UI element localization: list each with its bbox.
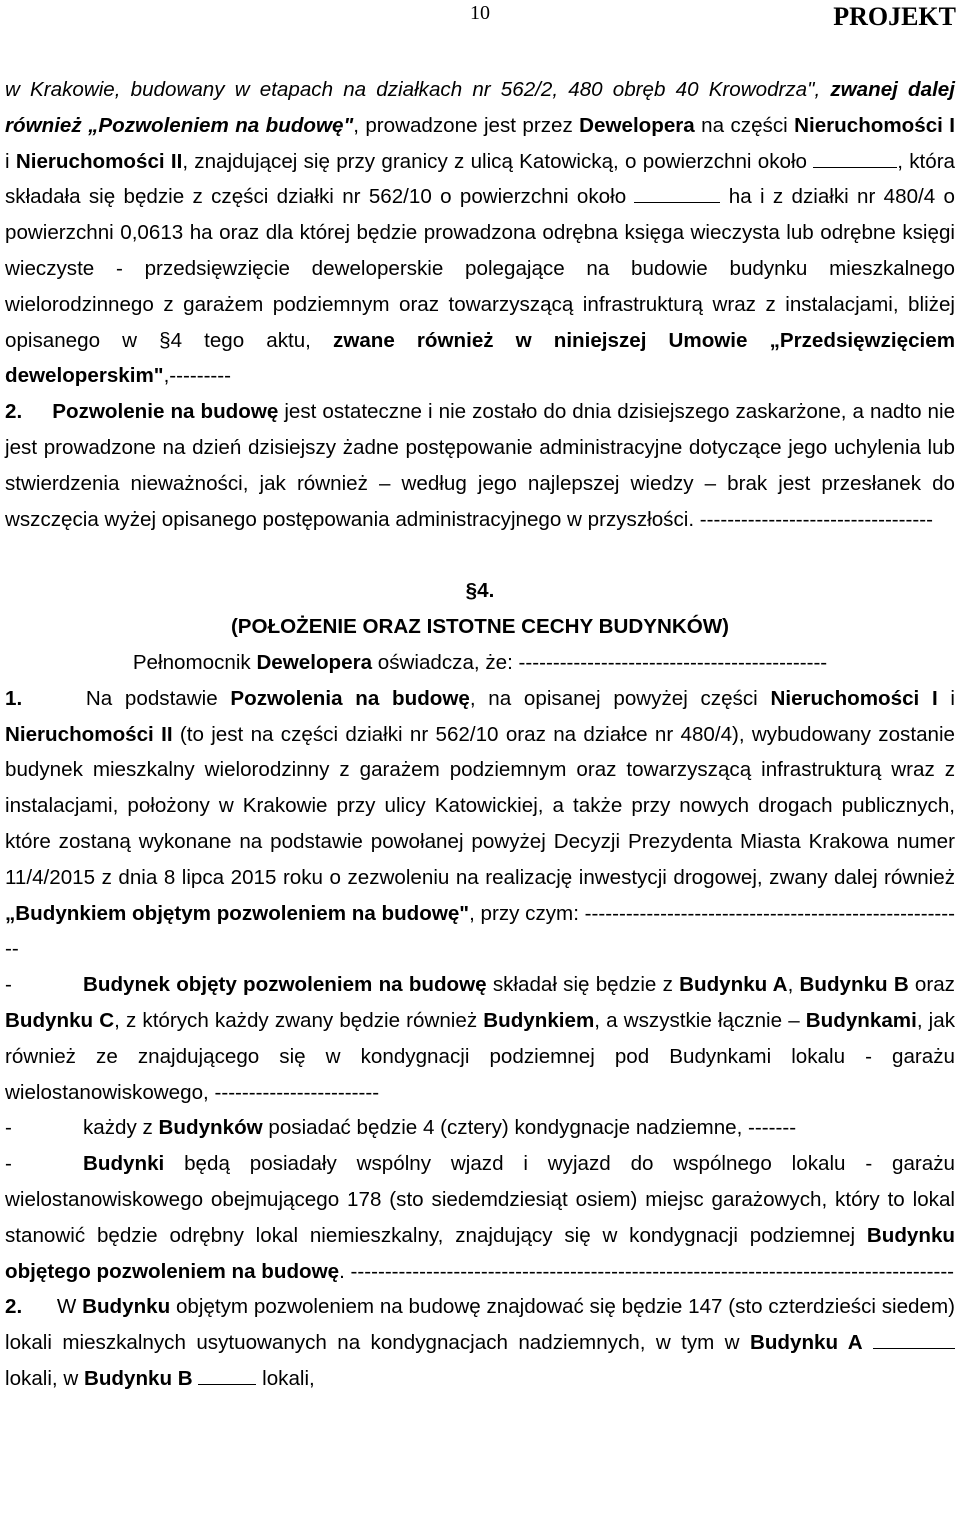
paragraph-permit-description: w Krakowie, budowany w etapach na działkach nr 562/2, 480 obręb 40 Krowodrza", zwanej dalej również „Pozwoleniem na budowę", prowadzone jest przez Dewelopera na części Nieruchomości I i Nieruchomości II, znajdującej się przy granicy z ulicą Katowicką, o powierzchni około , która składała się będzie z części działki nr 562/10 o powierzchni około ha i z działki nr 480/4 o powierzchni 0,0613 ha oraz dla której będzie prowadzona odrębna księga wieczysta lub odrębne księgi wieczyste - przedsięwzięcie deweloperskie polegające na budowie budynku mieszkalnego wielorodzinnego z garażem podziemnym oraz towarzyszącą infrastrukturą wraz z instalacjami, bliżej opisanego w §4 tego aktu, zwane również w niniejszej Umowie „Przedsięwzięciem deweloperskim",--------- [5,78,956,388]
blank-count-field [198,1366,256,1385]
draft-label: PROJEKT [833,2,956,31]
page-number: 10 [470,2,490,24]
point-2: 2. W Budynku objętym pozwoleniem na budowę znajdować się będzie 147 (sto czterdzieści siedem) lokali mieszkalnych usytuowanych na kondygnacjach nadziemnych, w tym w Budynku A lokali, w Budynku B lokali, [5,1295,955,1390]
section-title: (POŁOŻENIE ORAZ ISTOTNE CECHY BUDYNKÓW) [230,615,730,639]
bullet-buildings: - Budynek objęty pozwoleniem na budowę składał się będzie z Budynku A, Budynku B oraz Budynku C, z których każdy zwany będzie również Budynkiem, a wszystkie łącznie – Budynkami, jak również ze znajdującego się w kondygnacji podziemnej pod Budynkami lokalu - garażu wielostanowiskowego, ------------------------ [5,973,955,1104]
section-heading: §4. [465,579,495,603]
bullet-garage: - Budynki będą posiadały wspólny wjazd i wyjazd do wspólnego lokalu - garażu wielostanowiskowego obejmującego 178 (sto siedemdziesiąt osiem) miejsc garażowych, który to lokal stanowić będzie odrębny lokal niemieszkalny, znajdujący się w kondygnacji podziemnej Budynku objętego pozwoleniem na budowę. ---------------------------------------------------------------------------------------- [5,1152,955,1283]
bullet-storeys: - każdy z Budynków posiadać będzie 4 (cztery) kondygnacje nadziemne, ------- [5,1116,797,1140]
document-body [5,72,955,1397]
blank-area-field [813,149,897,168]
section-symbol: § [159,328,171,352]
blank-area-field [634,184,720,203]
blank-count-field [873,1330,955,1349]
section-intro: Pełnomocnik Dewelopera oświadcza, że: --------------------------------------------- [132,650,828,674]
paragraph-permit-final: 2. Pozwolenie na budowę jest ostateczne i nie zostało do dnia dzisiejszego zaskarżone, a nadto nie jest prowadzone na dzień dzisiejszy żadne postępowanie administracyjne dotyczące jego uchylenia lub stwierdzenia nieważności, jak również – według jego najlepszej wiedzy – brak jest przesłanek do wszczęcia wyżej opisanego postępowania administracyjnego w przyszłości. ---------------------------------- [5,400,956,531]
page-header [0,0,960,40]
point-1: 1. Na podstawie Pozwolenia na budowę, na opisanej powyżej części Nieruchomości I i Nieruchomości II (to jest na części działki nr 562/10 oraz na działce nr 480/4), wybudowany zostanie budynek mieszkalny wielorodzinny z garażem podziemnym oraz towarzyszącą infrastrukturą wraz z instalacjami, położony w Krakowie przy ulicy Katowickiej, a także przy nowych drogach publicznych, które zostaną wykonane na podstawie powołanej powyżej Decyzji Prezydenta Miasta Krakowa numer 11/4/2015 z dnia 8 lipca 2015 roku o zezwoleniu na realizację inwestycji drogowej, zwany dalej również „Budynkiem objętym pozwoleniem na budowę", przy czym: -------------------------------------------------------- [5,686,956,961]
